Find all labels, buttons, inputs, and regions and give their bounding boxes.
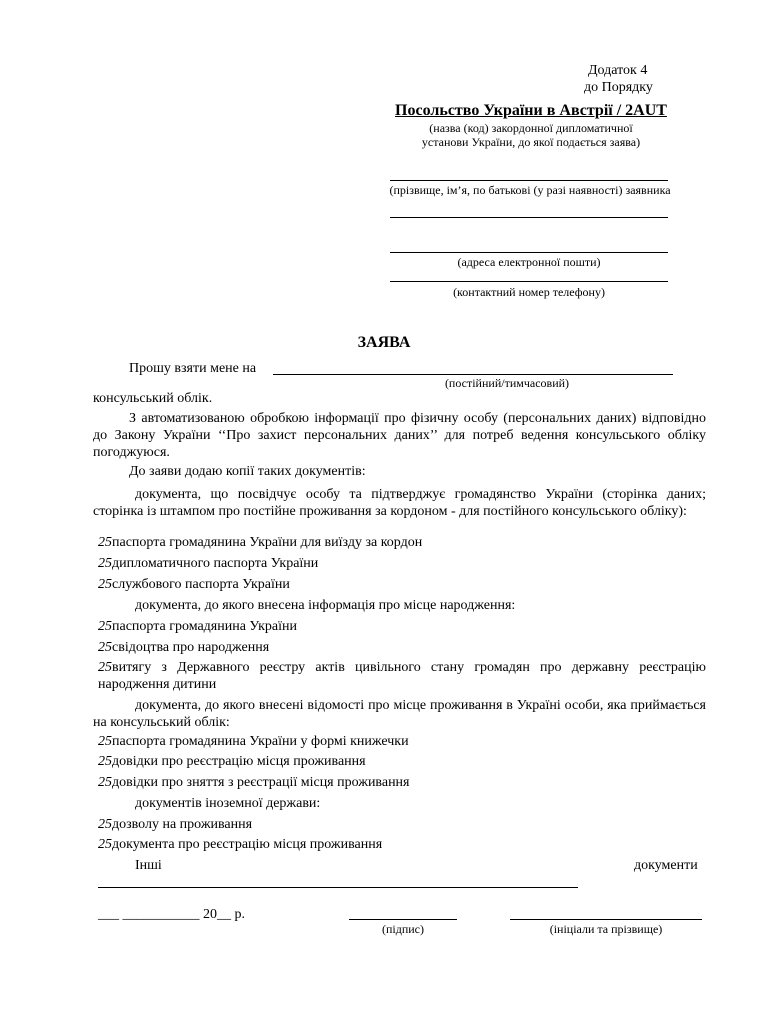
list-item[interactable] xyxy=(98,774,410,791)
attachments-intro: До заяви додаю копії таких документів: xyxy=(129,464,366,479)
checkbox-marker[interactable]: 25 xyxy=(98,754,112,769)
list-item[interactable] xyxy=(98,816,252,833)
initials-caption: (ініціали та прізвище) xyxy=(549,922,663,936)
list-item[interactable] xyxy=(98,836,382,853)
applicant-name-caption: (прізвище, ім’я, по батькові (у разі наявності) заявника xyxy=(389,183,671,197)
checkbox-marker[interactable]: 25 xyxy=(98,640,112,655)
request-prefix: Прошу взяти мене на xyxy=(129,361,257,376)
signature-caption: (підпис) xyxy=(381,922,425,936)
other-documents-label-right: документи xyxy=(634,858,698,873)
list-item-label: свідоцтва про народження xyxy=(112,640,270,655)
email-line[interactable] xyxy=(390,252,668,253)
list-item-label: паспорта громадянина України для виїзду за кордон xyxy=(112,535,423,550)
embassy-caption-line1: (назва (код) закордонної дипломатичної xyxy=(429,121,633,135)
checkbox-marker[interactable]: 25 xyxy=(98,619,112,634)
list-item[interactable] xyxy=(98,733,409,750)
email-caption: (адреса електронної пошти) xyxy=(457,255,601,269)
signature-line[interactable] xyxy=(349,919,457,920)
other-documents-line[interactable] xyxy=(98,887,578,888)
embassy-caption-line2: установи України, до якої подається заява) xyxy=(421,135,641,149)
list-item-label: паспорта громадянина України xyxy=(112,619,298,634)
group3-heading: документа, до якого внесені відомості про місце проживання в Україні особи, яка приймається на консульський облік: xyxy=(93,698,706,730)
consent-paragraph: З автоматизованою обробкою інформації про фізичну особу (персональних даних) відповідно до Закону України ‘‘Про захист персональних даних’’ для потреб ведення консульського обліку погоджуюся. xyxy=(93,411,706,460)
list-item-label: документа про реєстрацію місця проживання xyxy=(112,837,383,852)
list-item[interactable] xyxy=(98,639,269,656)
document-title: ЗАЯВА xyxy=(357,334,411,351)
group1-heading: документа, що посвідчує особу та підтверджує громадянство України (сторінка даних; сторінка із штампом про постійне проживання за кордоном - для постійного консульського обліку): xyxy=(93,487,706,519)
appendix-number: Додаток 4 xyxy=(588,63,648,78)
checkbox-marker[interactable]: 25 xyxy=(98,817,112,832)
list-item[interactable] xyxy=(98,659,706,693)
list-item-label: службового паспорта України xyxy=(112,577,290,592)
checkbox-marker[interactable]: 25 xyxy=(98,660,112,675)
list-item[interactable] xyxy=(98,555,318,572)
checkbox-marker[interactable]: 25 xyxy=(98,775,112,790)
other-documents-label: Інші xyxy=(135,858,162,873)
checkbox-marker[interactable]: 25 xyxy=(98,535,112,550)
group4-heading: документів іноземної держави: xyxy=(135,796,321,811)
checkbox-marker[interactable]: 25 xyxy=(98,734,112,749)
group2-heading: документа, до якого внесена інформація про місце народження: xyxy=(135,598,516,613)
date-field[interactable]: ___ ___________ 20__ р. xyxy=(98,907,245,922)
list-item-label: довідки про реєстрацію місця проживання xyxy=(112,754,366,769)
phone-line[interactable] xyxy=(390,281,668,282)
list-item-label: дипломатичного паспорта України xyxy=(112,556,319,571)
checkbox-marker[interactable]: 25 xyxy=(98,577,112,592)
list-item-label: дозволу на проживання xyxy=(112,817,253,832)
checkbox-marker[interactable]: 25 xyxy=(98,556,112,571)
list-item[interactable] xyxy=(98,534,422,551)
request-suffix: консульський облік. xyxy=(93,391,213,406)
embassy-name: Посольство України в Австрії / 2AUT xyxy=(395,102,667,119)
list-item-label: паспорта громадянина України у формі книжечки xyxy=(112,734,409,749)
registration-type-caption: (постійний/тимчасовий) xyxy=(444,376,570,390)
list-item[interactable] xyxy=(98,618,297,635)
phone-caption: (контактний номер телефону) xyxy=(453,285,605,299)
list-item[interactable] xyxy=(98,753,366,770)
initials-line[interactable] xyxy=(510,919,702,920)
registration-type-line[interactable] xyxy=(273,374,673,375)
checkbox-marker[interactable]: 25 xyxy=(98,837,112,852)
applicant-name-line[interactable] xyxy=(390,180,668,181)
list-item-label: витягу з Державного реєстру актів цивільного стану громадян про державну реєстрацію народження дитини xyxy=(98,660,706,692)
applicant-extra-line[interactable] xyxy=(390,217,668,218)
list-item-label: довідки про зняття з реєстрації місця проживання xyxy=(112,775,410,790)
list-item[interactable] xyxy=(98,576,290,593)
appendix-reference: до Порядку xyxy=(584,80,653,95)
